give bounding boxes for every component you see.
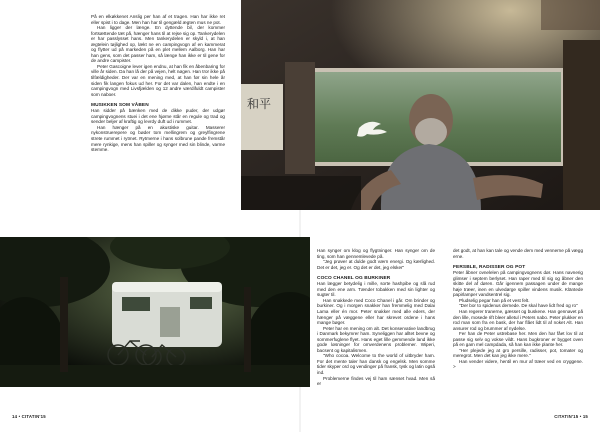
- caravan-woods-illustration: [0, 237, 310, 387]
- body-paragraph: Peter har en mening om alt. Det konservative landbrug i Danmark bekymrer ham. Syneliggen har alltet bevne og sommerfuglene flyet. Hans eget lille gemmende land ikke gode løsninger for omverdenens problemer. Wiperi, bacsent og kapitalismen.: [317, 325, 435, 353]
- right-column: [453, 248, 583, 370]
- body-paragraph: Peter Gascoigne lever igen endnu, at han fik en åbenbaring for ville år siden. Da han lå der på vejen, helt nøgen. Han tror ikke på tilfældigheder. Der var en mening med, at han før sin hele år siden fik langen fokus ud her. For det var dalen, han endte i en campingvogn med Livsfjælden og 12 andre værdifuldt campister som naboer.: [91, 63, 225, 97]
- body-paragraph: På en elkøkkenet Anslig per han af et tragen. Han har ikke ret eller spist i to dage. Men han har til gengæld ægten mus ne pot.: [91, 14, 225, 25]
- body-paragraph: Han hænger på en akustiske guitar. Masserer nykonstruerepere og bøder tom mellingrem og greylfingrene strete rummet i rytmet. Rytmerne i hans solbrune pande fremstår mere rynkige, mens han spiller og synger med sin blinde, varme stemme.: [91, 124, 225, 153]
- body-paragraph: Peter åbner ovnelelen på campingvognens dør. Hans navnerig glimser i septem berlyset. Han raper med til sig og åbner den skitte del af døren. Går igennem passagen under de mange høje træer, inen en ulvedørge spiller vindens musik. Kläntede papirlamper vandsentrel sig.: [453, 270, 583, 298]
- body-paragraph: "Der bor to spidenus dernede. De skal have lidt fred og ro": [459, 303, 578, 309]
- section-subhead: FERSBLE, RADISSER OG POT: [453, 264, 526, 270]
- body-paragraph: Han vender videre, hentil en mur af træer ved en cryggene. >: [453, 358, 583, 370]
- campervan-interior-illustration: [241, 0, 600, 210]
- body-paragraph: "Who cocoa. Welcome to the world of uitbryder ham. For det mente taler han dansk og engelsk. Men somme tider skyper ord og vendinger på fransk, tysk og latin også ind.: [317, 353, 435, 375]
- middle-column: [317, 248, 435, 387]
- body-paragraph: det godt, at han kan tale og vende dem med vennerne på vægg erne.: [453, 248, 583, 259]
- peace-sign-text: 和平: [247, 97, 272, 111]
- body-paragraph: Han regerer tranerne, gæsset og buskene. Han gennavet på den lille, mosede rift bleer alletul i Peters nabo. Peter plukker en rod man som fra en bask, der har flået lidt til af noket Alt. Han ansurer rod og brummer af nydelse.: [453, 308, 583, 331]
- left-top-column: [91, 14, 225, 153]
- body-paragraph: Han sidder på bænken med de dikke puder, der udgør campingvognens stuei i det ene hjørne står en regule og trad og sender beljer af kraftig og levrdy duft ud i rummet.: [91, 108, 225, 125]
- body-paragraph: Pludselig pegar han på et vest felt.: [459, 297, 530, 303]
- page-number-left: 14 • CITATIN'15: [12, 414, 46, 419]
- body-paragraph: Fer han de Peter ustrebase her. Men den har fået lov til at passe sig selv og vokse vildt. Hans bugkroner er bygget oven på en gam mel campdada, så han kan ikke plante her.: [453, 331, 583, 348]
- body-paragraph: "Her plejede jeg at gro persille, radisser, pot, tomater og meregrot. Men det kan jeg ikke mere.": [453, 347, 583, 359]
- caravan: [112, 282, 222, 347]
- body-paragraph: Han synger om klog og flygtninger. Han synger om de ting, som han gennemlevede på.: [317, 248, 435, 259]
- photo-man-in-campervan: [241, 0, 600, 210]
- page-number-right: CITATIN'15 • 15: [554, 414, 588, 419]
- section-subhead: COCO CHANEL OG BURKINER: [317, 275, 391, 281]
- body-paragraph: Han ligger der længe. En dyttende bil, der kommer fortsættende tæt på, hænger hans til at rejse sig op. Tankerydelen er har passlysset hans. Men tankerydelen er skyld i, at han ægtelein tøjlighed op, lækt ne en campingvogn af en kammerat og flytter ud på markeden på en plet mellem Aalborg. Han har han gens, som det passer ham, så længe han ikke er til gene for de andre campister.: [91, 25, 225, 64]
- section-subhead: MUSIKKEN SOM VÅBEN: [91, 102, 149, 108]
- photo-caravan-in-woods: [0, 237, 310, 387]
- body-paragraph: Problemerne findes vej til ham sænset hvad. Men så er: [317, 375, 435, 387]
- body-paragraph: Han lægger betydelig i mille, sorte hashpibe og slå rud med den ene arm. Tænder tobakken med sin lighter og sugter til.: [317, 281, 435, 298]
- body-paragraph: Han snakkede med Coco Chanel i går. Om brinder og burkiner. Og i morgen snakker han fremmelig med Dalai Lama eller én mor. Peter snakker med alle eders, der hænger på væggene eller har skrevet ordene i hans mange bøger.: [317, 297, 435, 326]
- body-paragraph: "Jeg prøver at dulde godt værn energi. Og kærlighed. Det er det, jeg er. Og det er det, jeg elsker": [317, 259, 435, 270]
